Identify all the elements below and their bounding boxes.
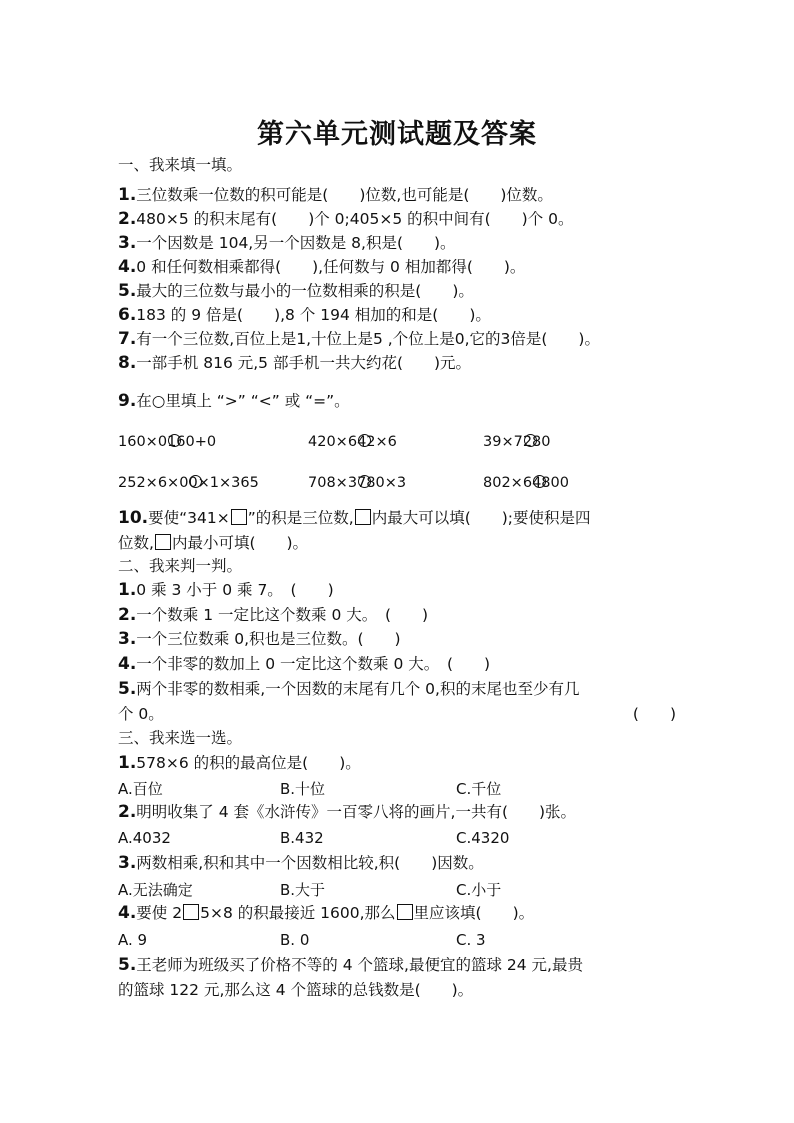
question-number: 9.	[118, 391, 137, 411]
s1-question-9	[118, 391, 350, 411]
question-text: 明明收集了 4 套《水浒传》一百零八将的画片,一共有( )张。	[136, 803, 577, 821]
question-number: 2.	[118, 605, 137, 625]
comparison-item: 252×6×0 0×1×365	[118, 475, 259, 491]
blank-square[interactable]	[355, 509, 371, 525]
question-text: 在○里填上 “>” “<” 或 “=”。	[136, 392, 350, 410]
question-text: 最大的三位数与最小的一位数相乘的积是( )。	[136, 282, 474, 300]
question-number: 1.	[118, 753, 137, 773]
section3-heading: 三、我来选一选。	[118, 729, 243, 747]
s1-question-6	[118, 305, 491, 325]
question-text: 0 乘 3 小于 0 乘 7。 ( )	[136, 581, 334, 599]
option-c[interactable]: C. 3	[456, 931, 486, 949]
s3-question-3	[118, 853, 484, 873]
compare-circle[interactable]	[168, 434, 181, 447]
question-text: 两数相乘,积和其中一个因数相比较,积( )因数。	[136, 854, 484, 872]
question-number: 4.	[118, 654, 137, 674]
question-text: 0 和任何数相乘都得( ),任何数与 0 相加都得( )。	[136, 258, 526, 276]
question-text: 有一个三位数,百位上是1,十位上是5 ,个位上是0,它的3倍是( )。	[136, 330, 600, 348]
s3-question-2	[118, 802, 576, 822]
question-number: 2.	[118, 209, 137, 229]
s2-question-5	[118, 679, 579, 699]
question-text: 480×5 的积末尾有( )个 0;405×5 的积中间有( )个 0。	[136, 210, 574, 228]
question-number: 3.	[118, 233, 137, 253]
question-number: 3.	[118, 629, 137, 649]
question-text: 一个三位数乘 0,积也是三位数。( )	[136, 630, 401, 648]
page-title: 第六单元测试题及答案	[257, 119, 537, 150]
question-number: 7.	[118, 329, 137, 349]
question-number: 4.	[118, 257, 137, 277]
question-text: 578×6 的积的最高位是( )。	[136, 754, 361, 772]
question-number: 3.	[118, 853, 137, 873]
question-number: 2.	[118, 802, 137, 822]
question-number: 5.	[118, 679, 137, 699]
question-number: 4.	[118, 903, 137, 923]
compare-circle[interactable]	[358, 434, 371, 447]
blank-square[interactable]	[231, 509, 247, 525]
s1-question-8	[118, 353, 471, 373]
s1-question-10-cont: 位数, 内最小可填( )。	[118, 534, 309, 552]
compare-circle[interactable]	[524, 434, 537, 447]
s1-question-7	[118, 329, 600, 349]
option-b[interactable]: B.十位	[280, 780, 326, 798]
comparison-item: 420×6 42×6	[308, 434, 397, 450]
answer-paren: ( )	[632, 705, 676, 723]
question-text: 两个非零的数相乘,一个因数的末尾有几个 0,积的末尾也至少有几	[136, 680, 580, 698]
compare-circle[interactable]	[358, 475, 371, 488]
s3-question-4: 4.要使 2 5×8 的积最接近 1600,那么 里应该填( )。	[118, 903, 535, 923]
question-text: 三位数乘一位数的积可能是( )位数,也可能是( )位数。	[136, 186, 553, 204]
section1-heading: 一、我来填一填。	[118, 156, 243, 174]
option-b[interactable]: B.432	[280, 829, 324, 847]
option-c[interactable]: C.4320	[456, 829, 510, 847]
option-c[interactable]: C.小于	[456, 881, 502, 899]
option-b[interactable]: B.大于	[280, 881, 326, 899]
question-text: 一部手机 816 元,5 部手机一共大约花( )元。	[136, 354, 472, 372]
comparison-item: 802×6 4800	[483, 475, 569, 491]
question-text: 一个数乘 1 一定比这个数乘 0 大。 ( )	[136, 606, 429, 624]
s1-question-5	[118, 281, 474, 301]
s1-question-3	[118, 233, 456, 253]
comparison-item: 708×3 780×3	[308, 475, 407, 491]
option-b[interactable]: B. 0	[280, 931, 310, 949]
comparison-item: 160×0 160+0	[118, 434, 217, 450]
question-number: 5.	[118, 281, 137, 301]
option-a[interactable]: A.百位	[118, 780, 163, 798]
question-number: 1.	[118, 185, 137, 205]
option-a[interactable]: A.4032	[118, 829, 171, 847]
s3-question-1	[118, 753, 361, 773]
s2-question-4	[118, 654, 490, 674]
question-text: 一个因数是 104,另一个因数是 8,积是( )。	[136, 234, 456, 252]
s2-question-1	[118, 580, 334, 600]
question-number: 6.	[118, 305, 137, 325]
option-a[interactable]: A. 9	[118, 931, 148, 949]
s1-question-2	[118, 209, 574, 229]
section2-heading: 二、我来判一判。	[118, 557, 243, 575]
question-text: 王老师为班级买了价格不等的 4 个篮球,最便宜的篮球 24 元,最贵	[136, 956, 583, 974]
s2-question-2	[118, 605, 428, 625]
question-text: 一个非零的数加上 0 一定比这个数乘 0 大。 ( )	[136, 655, 491, 673]
question-number: 8.	[118, 353, 137, 373]
comparison-item: 39×7 280	[483, 434, 551, 450]
blank-square[interactable]	[183, 904, 199, 920]
question-number: 1.	[118, 580, 137, 600]
blank-square[interactable]	[155, 534, 171, 550]
s2-question-3	[118, 629, 401, 649]
s1-question-10: 10.要使“341× ”的积是三位数, 内最大可以填( );要使积是四	[118, 508, 591, 528]
compare-circle[interactable]	[533, 475, 546, 488]
s1-question-4	[118, 257, 525, 277]
question-number: 10.	[118, 508, 149, 528]
option-c[interactable]: C.千位	[456, 780, 502, 798]
blank-square[interactable]	[397, 904, 413, 920]
question-number: 5.	[118, 955, 137, 975]
s1-question-1	[118, 185, 553, 205]
s2-question-5-cont: 个 0。 ( )	[118, 705, 676, 723]
s3-question-5-cont: 的篮球 122 元,那么这 4 个篮球的总钱数是( )。	[118, 981, 474, 999]
s3-question-5	[118, 955, 583, 975]
question-text: 183 的 9 倍是( ),8 个 194 相加的和是( )。	[136, 306, 491, 324]
option-a[interactable]: A.无法确定	[118, 881, 193, 899]
